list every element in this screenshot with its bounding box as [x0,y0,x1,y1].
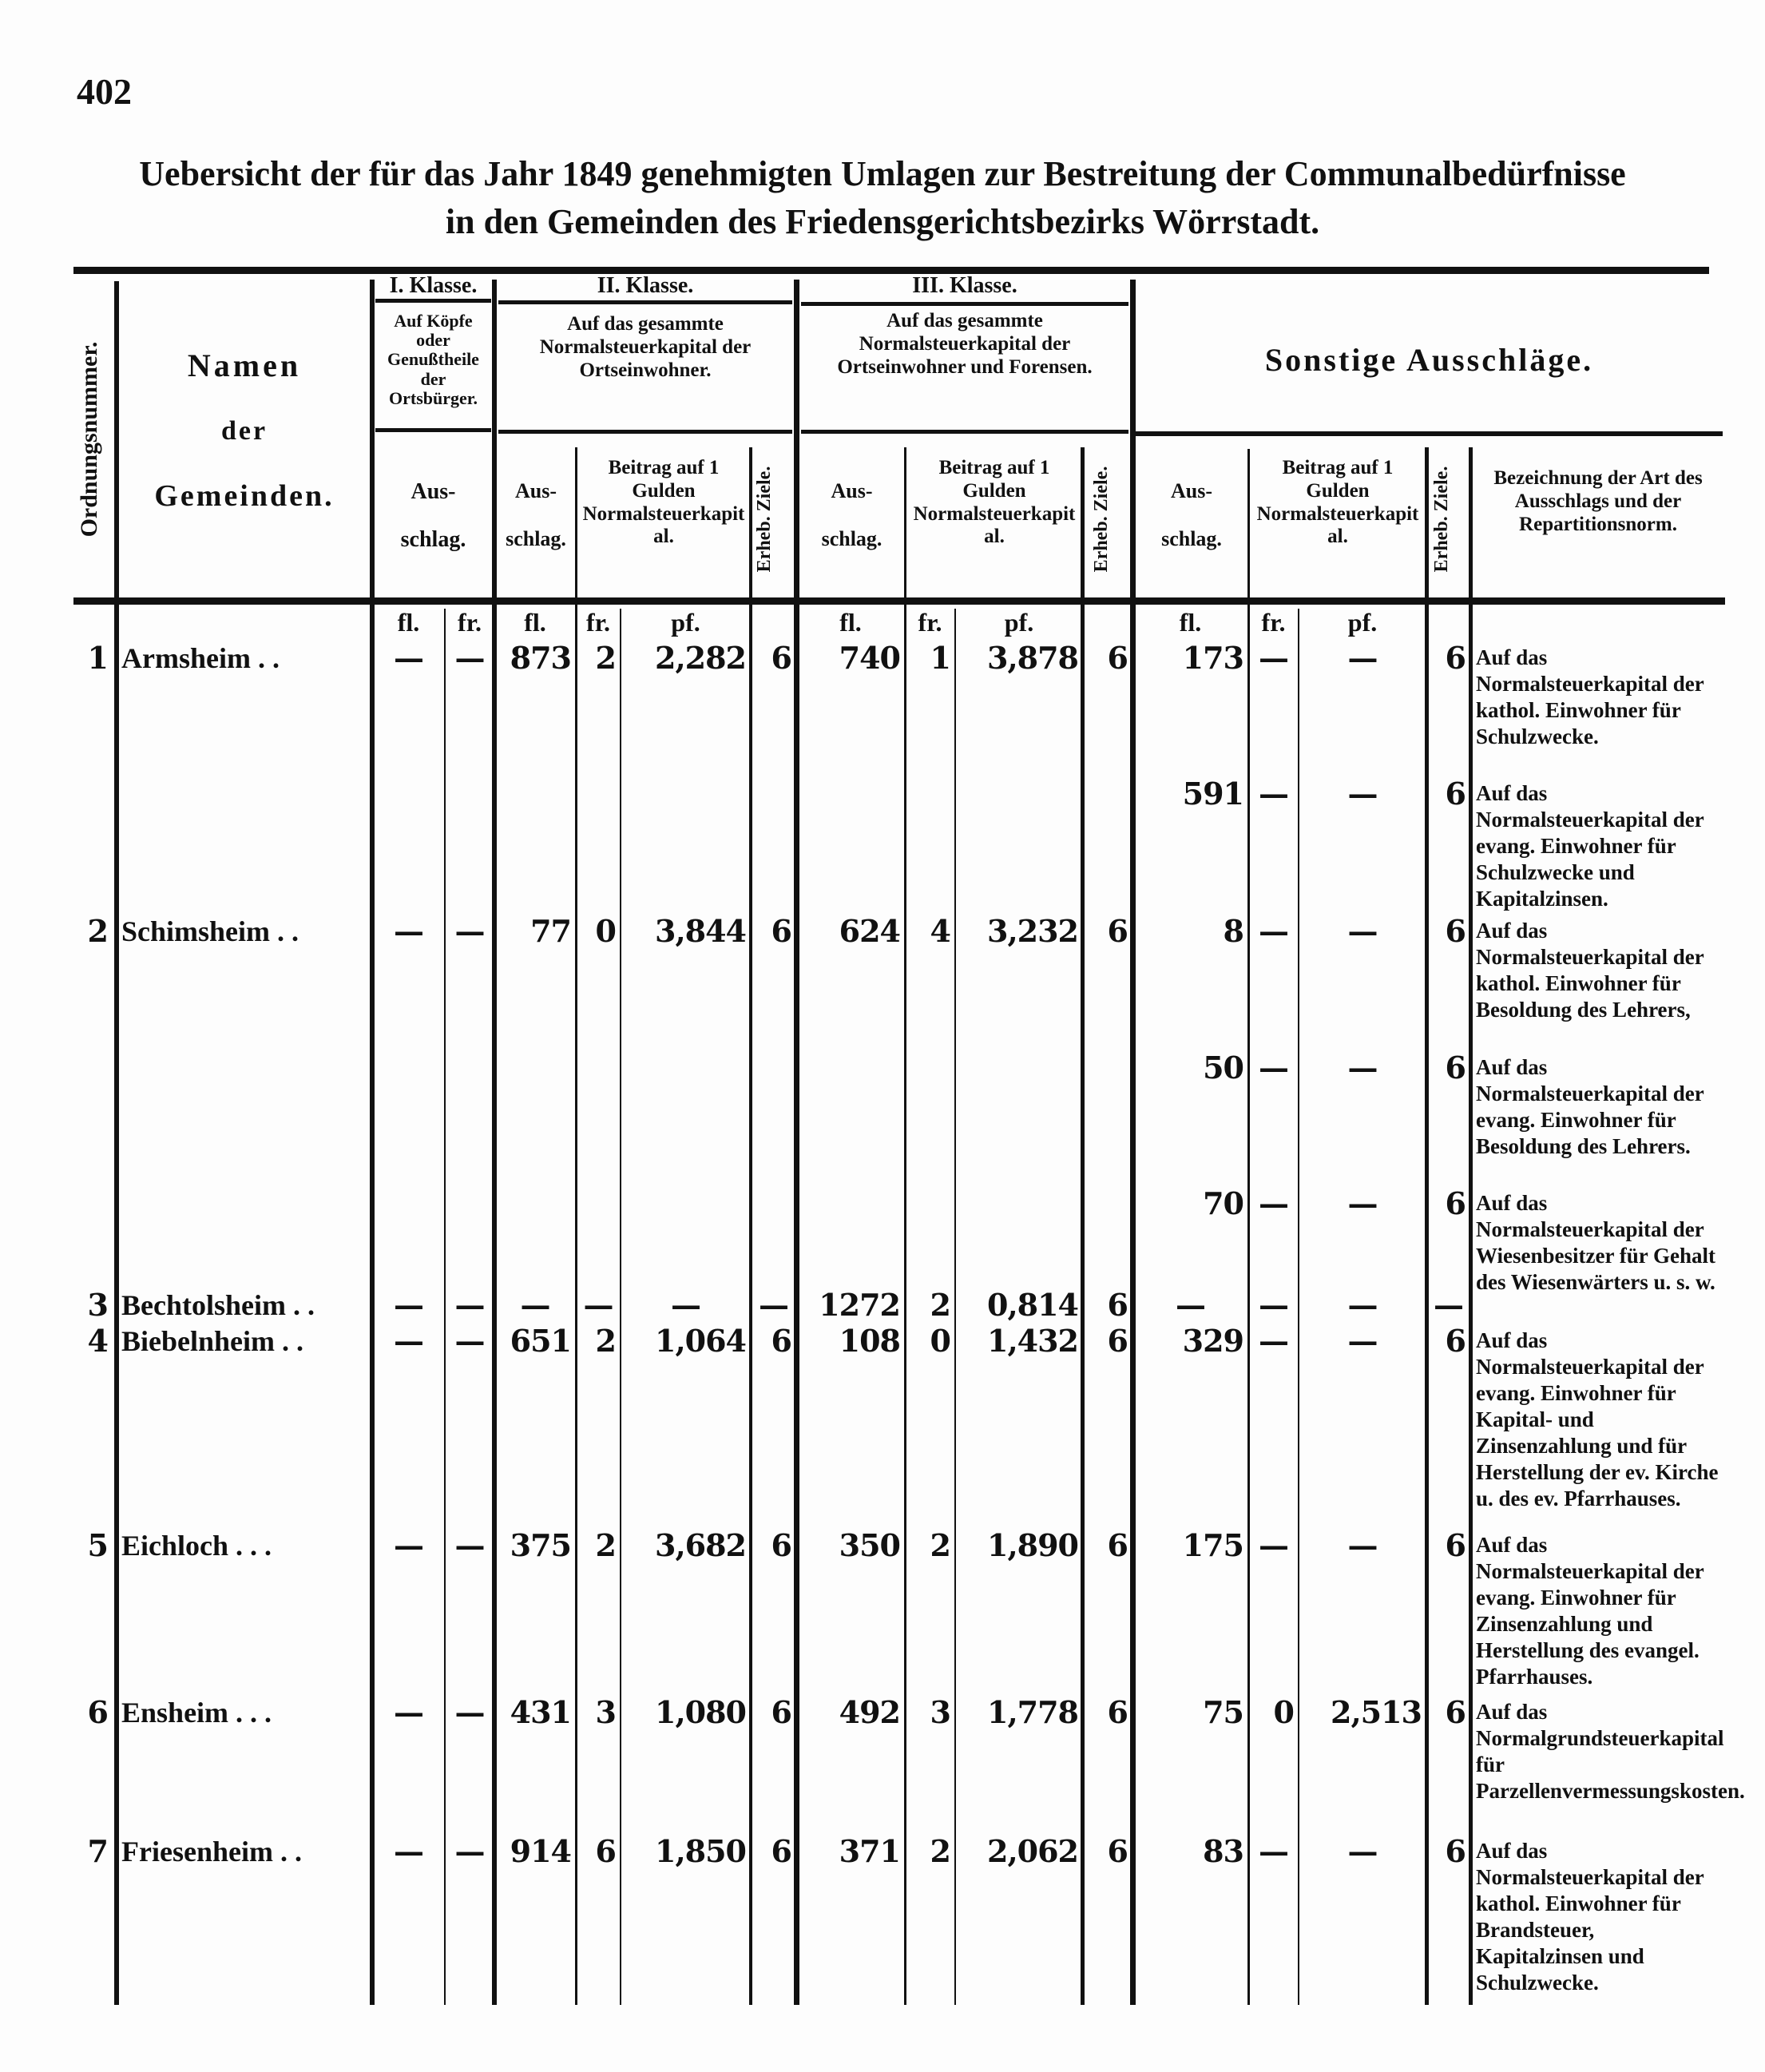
municipality-name: Ensheim . . . [121,1697,272,1729]
unit-label: fl. [839,608,862,637]
value-cell: 3 [930,1694,950,1730]
value-cell: 2,282 [655,640,746,676]
column-divider [575,447,577,2005]
value-cell: 6 [1107,1833,1128,1869]
unit-label: fr. [586,608,610,637]
unit-label: pf. [1347,608,1378,637]
value-cell: 6 [771,1833,791,1869]
column-divider [1130,280,1136,2005]
unit-label: pf. [1004,608,1034,637]
value-cell: 6 [1107,913,1128,949]
value-cell: 2 [930,1833,950,1869]
row-number: 6 [87,1694,109,1730]
unit-label: pf. [671,608,700,637]
value-cell: 873 [510,640,571,676]
value-cell: — [394,1694,423,1730]
value-cell: 431 [510,1694,571,1730]
klasse1-desc: Auf Köpfe oder Genußtheile der Ortsbürger. [387,311,479,408]
value-cell: 6 [771,1694,791,1730]
klasse2-label-rule [498,300,792,304]
value-cell: — [1347,776,1378,812]
value-cell: 0 [1273,1694,1294,1730]
row-number: 7 [87,1833,109,1869]
value-cell: — [454,1833,485,1869]
sonstige-bezeichnung: Bezeichnung der Art des Ausschlags und der Repartitionsnorm. [1493,467,1703,535]
value-cell: 6 [1107,1287,1128,1323]
value-cell: 77 [530,913,571,949]
header-gemeinden: Gemeinden. [154,479,335,513]
column-divider [749,447,752,2005]
row-number: 4 [87,1323,109,1359]
klasse3-ausschlag-1: Aus- [831,479,873,502]
value-cell: 6 [1445,1185,1466,1221]
value-cell: 329 [1182,1323,1243,1359]
value-cell: 350 [839,1527,900,1563]
klasse3-label: III. Klasse. [912,273,1017,298]
klasse2-ausschlag-1: Aus- [514,479,557,502]
municipality-name: Eichloch . . . [121,1530,272,1562]
value-cell: 1,850 [655,1833,746,1869]
levy-description: Auf das Normalsteuerkapital der kathol. Einwohner für Brandsteuer, Kapitalzinsen und Schulzwecke. [1476,1839,1704,1995]
levy-description: Auf das Normalsteuerkapital der evang. Einwohner für Kapital- und Zinsenzahlung und für Herstellung der ev. Kirche u. des ev. Pfarrhauses. [1476,1328,1719,1510]
value-cell: 2 [595,1323,616,1359]
value-cell: — [1259,640,1288,676]
value-cell: — [454,1694,485,1730]
value-cell: 6 [771,1323,791,1359]
value-cell: 6 [1107,1527,1128,1563]
municipality-name: Schimsheim . . [121,915,299,947]
value-cell: 6 [1445,1694,1466,1730]
klasse3-desc: Auf das gesammte Normalsteuerkapital der Ortseinwohner und Forensen. [837,310,1093,378]
value-cell: — [1347,1050,1378,1086]
value-cell: 3,878 [987,640,1078,676]
value-cell: — [1259,1287,1288,1323]
value-cell: — [1347,1323,1378,1359]
value-cell: 3,844 [655,913,746,949]
value-cell: 2 [595,1527,616,1563]
sonstige-ausschlag-1: Aus- [1170,479,1212,502]
value-cell: 6 [1445,640,1466,676]
value-cell: 6 [1445,776,1466,812]
value-cell: 6 [1445,913,1466,949]
value-cell: — [394,913,423,949]
column-divider [794,280,799,2005]
sonstige-label: Sonstige Ausschläge. [1264,342,1594,378]
klasse3-ziele: Erheb. Ziele. [1091,466,1112,573]
value-cell: 740 [839,640,900,676]
column-divider [1425,447,1429,2005]
levy-description: Auf das Normalsteuerkapital der Wiesenbesitzer für Gehalt des Wiesenwärters u. s. w. [1476,1191,1715,1294]
value-cell: 0 [595,913,616,949]
unit-label: fl. [397,608,420,637]
value-cell: — [1259,913,1288,949]
value-cell: 6 [1107,1694,1128,1730]
value-cell: 3 [595,1694,616,1730]
value-cell: — [1434,1287,1463,1323]
value-cell: 2 [930,1287,950,1323]
value-cell: — [671,1287,700,1323]
klasse3-beitrag: Beitrag auf 1 Gulden Normalsteuerkapital. [913,457,1076,548]
header-der: der [220,416,268,446]
row-number: 5 [87,1527,109,1563]
value-cell: — [1347,1833,1378,1869]
value-cell: 6 [1445,1323,1466,1359]
value-cell: 1272 [819,1287,900,1323]
value-cell: 6 [1107,640,1128,676]
municipality-name: Bechtolsheim . . [121,1289,315,1321]
value-cell: — [454,1527,485,1563]
value-cell: 75 [1203,1694,1243,1730]
value-cell: 4 [930,913,950,949]
value-cell: — [394,640,423,676]
page-title-line-1: Uebersicht der für das Jahr 1849 genehmigten Umlagen zur Bestreitung der Communalbedürfnisse [139,154,1626,193]
value-cell: 1 [930,640,950,676]
value-cell: — [1259,1323,1288,1359]
value-cell: 173 [1182,640,1243,676]
municipality-name: Biebelnheim . . [121,1325,304,1357]
klasse1-ausschlag-2: schlag. [400,527,466,552]
value-cell: 6 [1445,1050,1466,1086]
klasse2-ausschlag-2: schlag. [506,527,566,550]
value-cell: — [1347,1527,1378,1563]
column-divider [1081,447,1085,2005]
value-cell: 175 [1182,1527,1243,1563]
klasse3-label-rule [801,302,1128,306]
unit-label: fr. [918,608,942,637]
klasse2-desc-rule [498,430,792,434]
value-cell: — [1347,1185,1378,1221]
unit-label: fl. [524,608,546,637]
value-cell: 1,064 [655,1323,746,1359]
column-divider [1469,447,1473,2005]
value-cell: 6 [771,640,791,676]
value-cell: 1,890 [987,1527,1078,1563]
value-cell: — [1347,640,1378,676]
klasse1-ausschlag-1: Aus- [411,479,456,504]
sonstige-ziele: Erheb. Ziele. [1431,466,1452,573]
municipality-name: Armsheim . . [121,642,280,674]
value-cell: 2,513 [1331,1694,1422,1730]
municipality-name: Friesenheim . . [121,1836,302,1868]
value-cell: 6 [771,913,791,949]
value-cell: 108 [839,1323,900,1359]
value-cell: — [394,1833,423,1869]
value-cell: — [1259,1527,1288,1563]
row-number: 1 [87,640,109,676]
value-cell: — [1347,913,1378,949]
levy-description: Auf das Normalsteuerkapital der evang. Einwohner für Schulzwecke und Kapitalzinsen. [1476,781,1704,911]
value-cell: 3,232 [987,913,1078,949]
value-cell: 1,778 [987,1694,1078,1730]
value-cell: — [454,1323,485,1359]
value-cell: — [520,1287,550,1323]
value-cell: 6 [1445,1833,1466,1869]
page-number: 402 [77,71,132,112]
klasse2-ziele: Erheb. Ziele. [754,466,775,573]
value-cell: 492 [839,1694,900,1730]
value-cell: — [1176,1287,1205,1323]
value-cell: — [454,1287,485,1323]
value-cell: — [1259,1185,1288,1221]
value-cell: 3,682 [655,1527,746,1563]
header-bottom-rule [73,597,1725,605]
value-cell: 6 [595,1833,616,1869]
value-cell: 8 [1223,913,1243,949]
value-cell: 651 [510,1323,571,1359]
value-cell: 371 [839,1833,900,1869]
value-cell: 914 [510,1833,571,1869]
value-cell: 624 [839,913,900,949]
klasse2-desc: Auf das gesammte Normalsteuerkapital der Ortseinwohner. [539,313,752,381]
klasse1-label-rule [375,299,491,303]
levy-description: Auf das Normalgrundsteuerkapital für Parzellenvermessungskosten. [1476,1700,1745,1803]
klasse1-desc-rule [375,428,491,432]
value-cell: — [454,640,485,676]
value-cell: 2 [595,640,616,676]
value-cell: 375 [510,1527,571,1563]
klasse2-beitrag: Beitrag auf 1 Gulden Normalsteuerkapital. [582,457,745,548]
value-cell: — [1259,776,1288,812]
sonstige-ausschlag-2: schlag. [1161,527,1222,550]
value-cell: — [583,1287,613,1323]
value-cell: — [1347,1287,1378,1323]
value-cell: 1,432 [987,1323,1078,1359]
value-cell: — [759,1287,788,1323]
unit-label: fr. [1261,608,1286,637]
value-cell: — [394,1323,423,1359]
klasse3-ausschlag-2: schlag. [821,527,882,550]
value-cell: 2,062 [987,1833,1078,1869]
value-cell: — [394,1527,423,1563]
value-cell: 50 [1203,1050,1243,1086]
column-divider [114,281,119,2005]
value-cell: — [394,1287,423,1323]
column-divider [904,447,906,2005]
value-cell: 6 [1107,1323,1128,1359]
value-cell: 0 [930,1323,950,1359]
value-cell: 83 [1203,1833,1243,1869]
value-cell: — [1259,1050,1288,1086]
sonstige-label-rule [1136,431,1723,436]
row-number: 3 [87,1287,109,1323]
value-cell: 2 [930,1527,950,1563]
header-namen: Namen [187,347,302,383]
levy-description: Auf das Normalsteuerkapital der evang. Einwohner für Besoldung des Lehrers. [1476,1055,1704,1158]
klasse1-label: I. Klasse. [389,273,478,298]
page-title-line-2: in den Gemeinden des Friedensgerichtsbezirks Wörrstadt. [445,202,1320,241]
levy-description: Auf das Normalsteuerkapital der kathol. Einwohner für Besoldung des Lehrers, [1476,919,1704,1022]
value-cell: 6 [771,1527,791,1563]
header-ordnungsnummer: Ordnungsnummer. [76,341,102,538]
value-cell: 6 [1445,1527,1466,1563]
column-divider [1247,449,1250,2005]
levy-description: Auf das Normalsteuerkapital der evang. Einwohner für Zinsenzahlung und Herstellung des evangel. Pfarrhauses. [1476,1533,1704,1689]
row-number: 2 [87,913,109,949]
value-cell: — [1259,1833,1288,1869]
value-cell: 0,814 [987,1287,1078,1323]
value-cell: — [454,913,485,949]
unit-label: fr. [458,608,482,637]
value-cell: 591 [1182,776,1243,812]
unit-label: fl. [1179,608,1202,637]
klasse3-desc-rule [801,430,1128,434]
value-cell: 70 [1203,1185,1243,1221]
value-cell: 1,080 [655,1694,746,1730]
levy-description: Auf das Normalsteuerkapital der kathol. Einwohner für Schulzwecke. [1476,645,1704,748]
sonstige-beitrag: Beitrag auf 1 Gulden Normalsteuerkapital. [1256,457,1419,548]
klasse2-label: II. Klasse. [597,273,694,298]
